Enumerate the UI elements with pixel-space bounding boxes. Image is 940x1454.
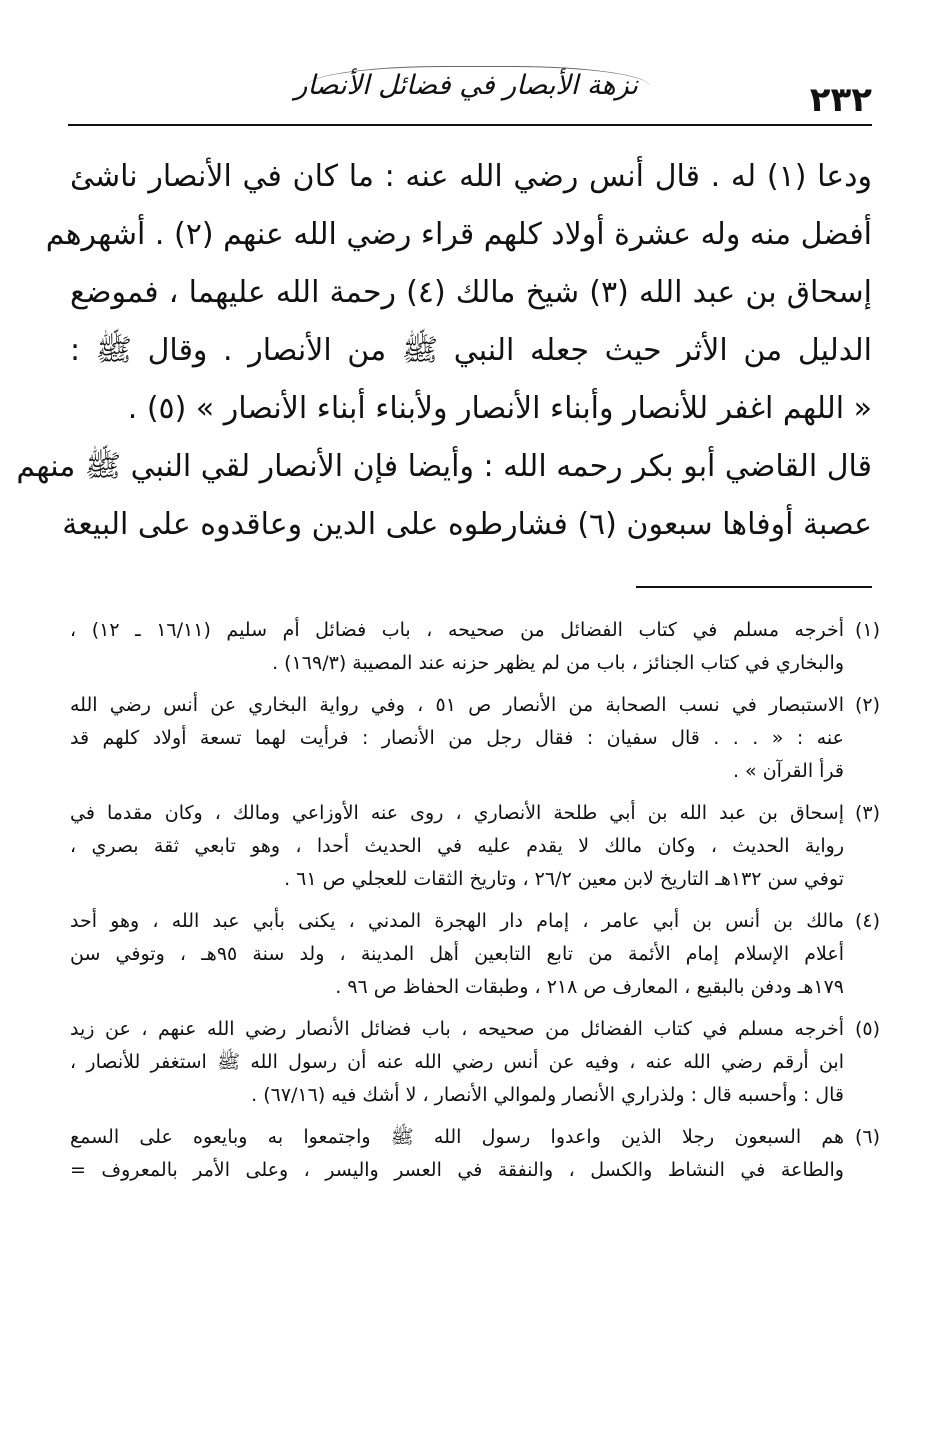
footnote xyxy=(70,614,880,680)
footnote-line: والبخاري في كتاب الجنائز ، باب من لم يظهر حزنه عند المصيبة (١٦٩/٣) . xyxy=(272,652,844,674)
footnote xyxy=(70,905,880,1004)
footnotes xyxy=(70,614,880,1196)
footnote xyxy=(70,1121,880,1187)
footnote-number: (٢) xyxy=(854,694,880,716)
footnote-line: قال : وأحسبه قال : ولذراري الأنصار ولموالي الأنصار ، لا أشك فيه (٦٧/١٦) . xyxy=(251,1084,844,1106)
footnote-body xyxy=(70,689,844,788)
footnote-line: ابن أرقم رضي الله عنه ، وفيه عن أنس رضي الله عنه أن رسول الله ﷺ استغفر للأنصار ، xyxy=(70,1051,844,1073)
footnote-number: (٦) xyxy=(854,1126,880,1148)
footnote-number: (٣) xyxy=(854,802,880,824)
footnote-line: أعلام الإسلام إمام الأئمة من تابع التابعين أهل المدينة ، ولد سنة ٩٥هـ ، وتوفي سن xyxy=(70,943,844,965)
footnote-body xyxy=(70,797,844,896)
page-number: ٢٣٢ xyxy=(809,80,872,120)
footnote-line: توفي سن ١٣٢هـ التاريخ لابن معين ٢٦/٢ ، وتاريخ الثقات للعجلي ص ٦١ . xyxy=(284,868,844,890)
footnote-line: رواية الحديث ، وكان مالك لا يقدم عليه في الحديث أحدا ، وهو تابعي ثقة بصري ، xyxy=(70,835,844,857)
footnote-line: والطاعة في النشاط والكسل ، والنفقة في العسر واليسر ، وعلى الأمر بالمعروف = xyxy=(70,1159,844,1181)
footnote-line: ١٧٩هـ ودفن بالبقيع ، المعارف ص ٢١٨ ، وطبقات الحفاظ ص ٩٦ . xyxy=(335,976,844,998)
footnote xyxy=(70,689,880,788)
main-line: ودعا (١) له . قال أنس رضي الله عنه : ما كان في الأنصار ناشئ xyxy=(70,159,872,194)
main-line: عصبة أوفاها سبعون (٦) فشارطوه على الدين وعاقدوه على البيعة xyxy=(62,507,872,542)
footnote-number: (٥) xyxy=(854,1018,880,1040)
footnote-number: (١) xyxy=(854,619,880,641)
footnote-line: قرأ القرآن » . xyxy=(732,760,844,782)
footnote-body xyxy=(70,1013,844,1112)
main-text xyxy=(16,148,872,554)
footnote-line: مالك بن أنس بن أبي عامر ، إمام دار الهجرة المدني ، يكنى بأبي عبد الله ، وهو أحد xyxy=(70,910,844,932)
footnote-line: عنه : « . . . قال سفيان : فقال رجل من الأنصار : فرأيت لهما تسعة أولاد كلهم قد xyxy=(70,727,844,749)
running-title: نزهة الأبصار في فضائل الأنصار xyxy=(294,70,638,101)
footnote-body xyxy=(70,905,844,1004)
footnote-line: أخرجه مسلم في كتاب الفضائل من صحيحه ، باب فضائل أم سليم (١٦/١١ ـ ١٢) ، xyxy=(70,619,844,641)
main-line: قال القاضي أبو بكر رحمه الله : وأيضا فإن الأنصار لقي النبي ﷺ منهم xyxy=(16,449,872,484)
footnote xyxy=(70,797,880,896)
main-line: الدليل من الأثر حيث جعله النبي ﷺ من الأنصار . وقال ﷺ : xyxy=(70,333,872,368)
footnote-number: (٤) xyxy=(854,910,880,932)
footnote-line: إسحاق بن عبد الله بن أبي طلحة الأنصاري ، روى عنه الأوزاعي ومالك ، وكان مقدما في xyxy=(70,802,844,824)
footnote-body xyxy=(70,614,844,680)
footnote-line: الاستبصار في نسب الصحابة من الأنصار ص ٥١ ، وفي رواية البخاري عن أنس رضي الله xyxy=(70,694,844,716)
main-line: « اللهم اغفر للأنصار وأبناء الأنصار ولأبناء أبناء الأنصار » (٥) . xyxy=(127,391,872,426)
main-line: إسحاق بن عبد الله (٣) شيخ مالك (٤) رحمة الله عليهما ، فموضع xyxy=(70,275,872,310)
footnote-line: أخرجه مسلم في كتاب الفضائل من صحيحه ، باب فضائل الأنصار رضي الله عنهم ، عن زيد xyxy=(70,1018,844,1040)
footnote-line: هم السبعون رجلا الذين واعدوا رسول الله ﷺ واجتمعوا به وبايعوه على السمع xyxy=(70,1126,844,1148)
footnote-separator xyxy=(636,586,872,588)
page-header xyxy=(68,58,872,126)
footnote-body xyxy=(70,1121,844,1187)
footnote xyxy=(70,1013,880,1112)
main-line: أفضل منه وله عشرة أولاد كلهم قراء رضي الله عنهم (٢) . أشهرهم xyxy=(45,217,872,252)
